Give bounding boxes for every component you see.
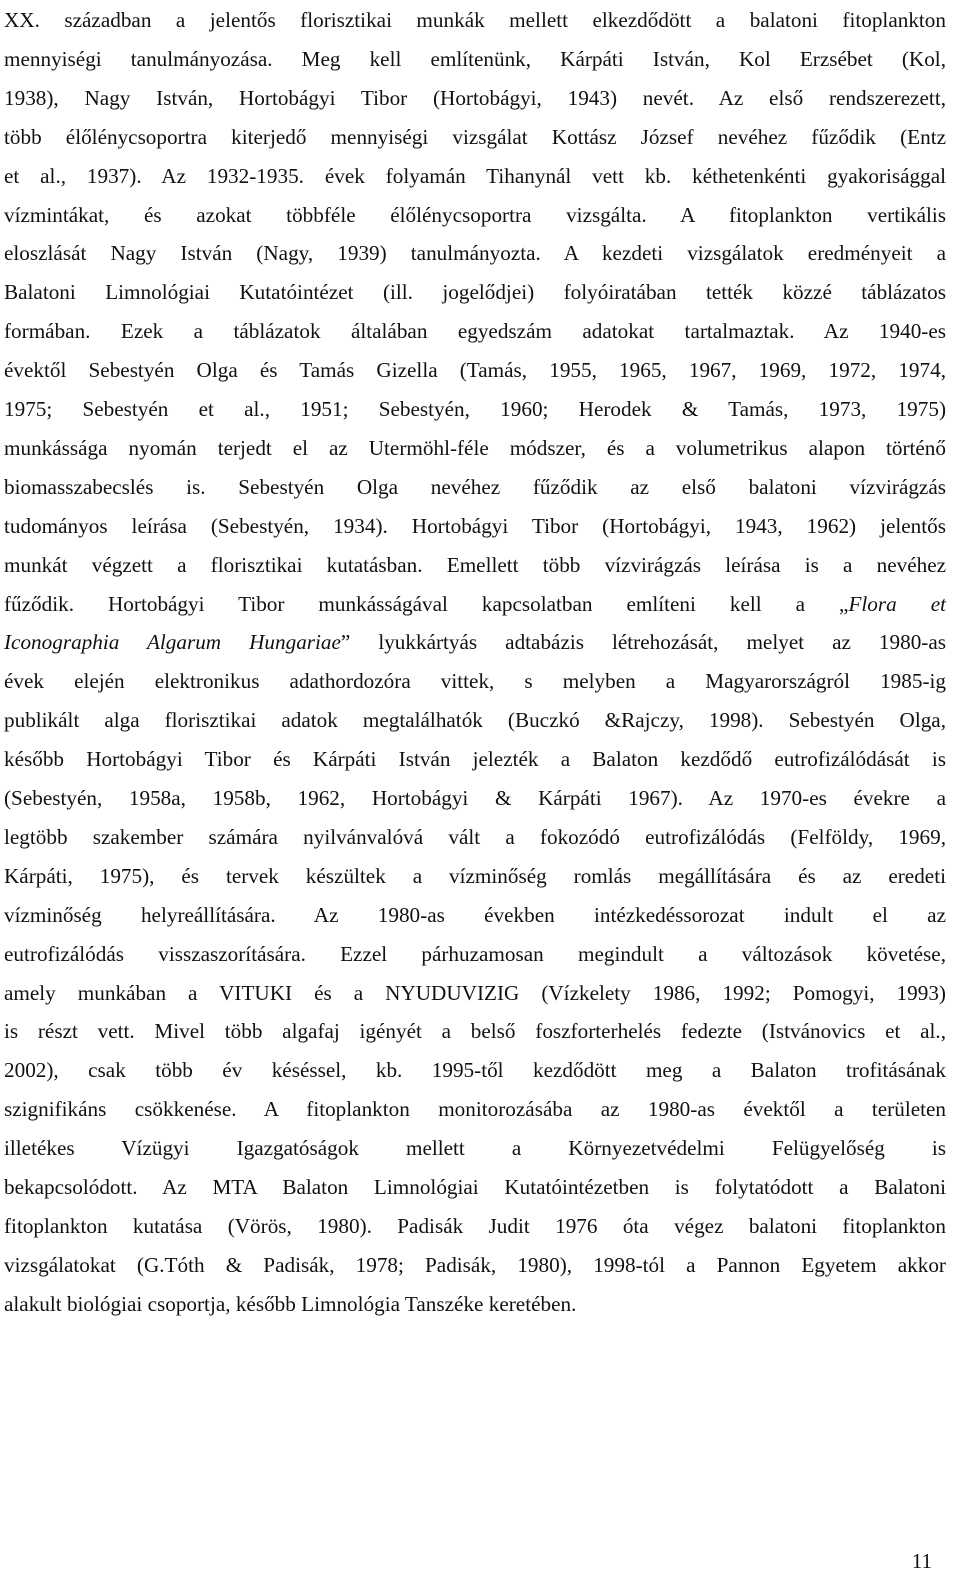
italic-title-segment: Flora et bbox=[848, 591, 946, 616]
text-line: alakult biológiai csoportja, később Limnológia Tanszéke keretében. bbox=[4, 1291, 577, 1316]
page-number: 11 bbox=[911, 1549, 932, 1573]
text-line: Balatoni Limnológiai Kutatóintézet (ill. jogelődjei) folyóiratában tették közzé táblázatos bbox=[4, 280, 946, 305]
text-line: illetékes Vízügyi Igazgatóságok mellett a Környezetvédelmi Felügyelőség is bbox=[4, 1136, 946, 1161]
text-line: vizsgálatokat (G.Tóth & Padisák, 1978; Padisák, 1980), 1998-tól a Pannon Egyetem akkor bbox=[4, 1252, 946, 1277]
text-segment: ” lyukkártyás adtabázis létrehozását, melyet az 1980-as bbox=[340, 630, 946, 655]
text-line: formában. Ezek a táblázatok általában egyedszám adatokat tartalmaztak. Az 1940-es bbox=[4, 319, 946, 344]
text-line: 2002), csak több év késéssel, kb. 1995-től kezdődött meg a Balaton trofitásának bbox=[4, 1058, 946, 1083]
text-line-with-italic bbox=[4, 622, 946, 662]
text-line: eutrofizálódás visszaszorítására. Ezzel párhuzamosan megindult a változások követése, bbox=[4, 941, 946, 966]
text-line: több élőlénycsoportra kiterjedő mennyiségi vizsgálat Kottász József nevéhez fűződik (Entz bbox=[4, 124, 946, 149]
italic-title-segment: Iconographia Algarum Hungariae bbox=[4, 630, 341, 655]
text-line: biomasszabecslés is. Sebestyén Olga nevéhez fűződik az első balatoni vízvirágzás bbox=[4, 474, 946, 499]
text-line: is részt vett. Mivel több algafaj igényét a belső foszforterhelés fedezte (Istvánovics et al., bbox=[4, 1019, 946, 1044]
text-line-with-italic bbox=[4, 584, 946, 624]
text-line: évek elején elektronikus adathordozóra vittek, s melyben a Magyarországról 1985-ig bbox=[4, 669, 946, 694]
text-line: 1975; Sebestyén et al., 1951; Sebestyén, 1960; Herodek & Tamás, 1973, 1975) bbox=[4, 397, 946, 421]
text-line: vízmintákat, és azokat többféle élőlénycsoportra vizsgálta. A fitoplankton vertikális bbox=[4, 202, 946, 227]
text-line: 1938), Nagy István, Hortobágyi Tibor (Hortobágyi, 1943) nevét. Az első rendszerezett, bbox=[4, 85, 946, 110]
text-line: szignifikáns csökkenése. A fitoplankton monitorozásába az 1980-as évektől a területen bbox=[4, 1097, 946, 1122]
text-line: később Hortobágyi Tibor és Kárpáti István jelezték a Balaton kezdődő eutrofizálódását is bbox=[4, 747, 946, 772]
document-page bbox=[4, 0, 946, 1590]
text-line: fitoplankton kutatása (Vörös, 1980). Padisák Judit 1976 óta végez balatoni fitoplankton bbox=[4, 1213, 946, 1238]
text-line: bekapcsolódott. Az MTA Balaton Limnológiai Kutatóintézetben is folytatódott a Balatoni bbox=[4, 1175, 946, 1199]
text-line: munkássága nyomán terjedt el az Utermöhl-féle módszer, és a volumetrikus alapon történő bbox=[4, 435, 946, 460]
text-line: legtöbb szakember számára nyilvánvalóvá vált a fokozódó eutrofizálódás (Felföldy, 1969, bbox=[4, 824, 946, 849]
text-line: mennyiségi tanulmányozása. Meg kell említenünk, Kárpáti István, Kol Erzsébet (Kol, bbox=[4, 46, 946, 71]
text-line: tudományos leírása (Sebestyén, 1934). Hortobágyi Tibor (Hortobágyi, 1943, 1962) jelentős bbox=[4, 513, 946, 538]
text-line: et al., 1937). Az 1932-1935. évek folyamán Tihanynál vett kb. kéthetenkénti gyakorisággal bbox=[4, 163, 946, 188]
text-line: (Sebestyén, 1958a, 1958b, 1962, Hortobágyi & Kárpáti 1967). Az 1970-es évekre a bbox=[4, 786, 946, 810]
text-line: vízminőség helyreállítására. Az 1980-as években intézkedéssorozat indult el az bbox=[4, 902, 946, 927]
text-line: Kárpáti, 1975), és tervek készültek a vízminőség romlás megállítására és az eredeti bbox=[4, 863, 946, 888]
text-line: publikált alga florisztikai adatok megtalálhatók (Buczkó &Rajczy, 1998). Sebestyén Olga, bbox=[4, 708, 946, 733]
text-segment: fűződik. Hortobágyi Tibor munkásságával kapcsolatban említeni kell a „ bbox=[4, 591, 849, 616]
text-line: munkát végzett a florisztikai kutatásban. Emellett több vízvirágzás leírása is a nevéhez bbox=[4, 552, 946, 577]
text-line: amely munkában a VITUKI és a NYUDUVIZIG (Vízkelety 1986, 1992; Pomogyi, 1993) bbox=[4, 980, 946, 1005]
text-line: XX. században a jelentős florisztikai munkák mellett elkezdődött a balatoni fitoplankton bbox=[4, 8, 946, 32]
text-line: eloszlását Nagy István (Nagy, 1939) tanulmányozta. A kezdeti vizsgálatok eredményeit a bbox=[4, 241, 946, 266]
text-line: évektől Sebestyén Olga és Tamás Gizella (Tamás, 1955, 1965, 1967, 1969, 1972, 1974, bbox=[4, 358, 946, 383]
